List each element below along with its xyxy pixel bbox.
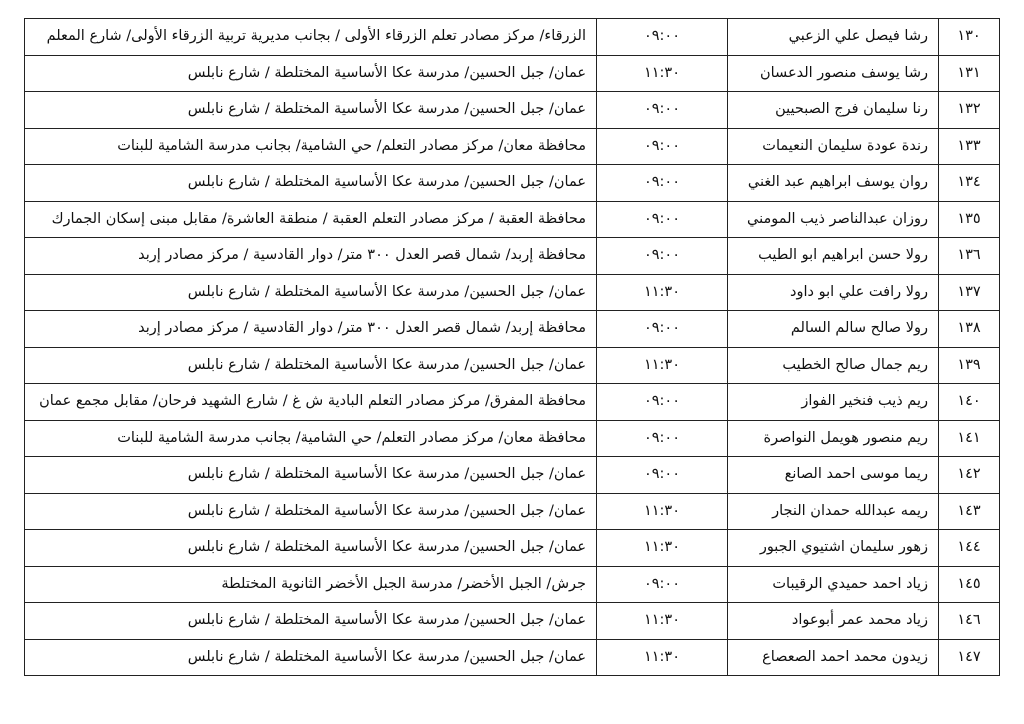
candidate-name: زيدون محمد احمد الصعصاع	[728, 639, 939, 676]
exam-time: ١١:٣٠	[597, 493, 728, 530]
row-number: ١٤٧	[939, 639, 1000, 676]
exam-time: ١١:٣٠	[597, 603, 728, 640]
table-row	[25, 639, 1000, 676]
exam-time: ٠٩:٠٠	[597, 311, 728, 348]
table-row	[25, 603, 1000, 640]
exam-time: ٠٩:٠٠	[597, 420, 728, 457]
exam-location: محافظة معان/ مركز مصادر التعلم/ حي الشامية/ بجانب مدرسة الشامية للبنات	[25, 128, 597, 165]
table-row	[25, 165, 1000, 202]
candidate-name: زياد محمد عمر أبوعواد	[728, 603, 939, 640]
table-row	[25, 128, 1000, 165]
candidate-name: رولا رافت علي ابو داود	[728, 274, 939, 311]
candidate-name: رولا صالح سالم السالم	[728, 311, 939, 348]
exam-location: عمان/ جبل الحسين/ مدرسة عكا الأساسية المختلطة / شارع نابلس	[25, 274, 597, 311]
row-number: ١٣٦	[939, 238, 1000, 275]
exam-time: ٠٩:٠٠	[597, 165, 728, 202]
candidate-name: ريم ذيب فنخير الفواز	[728, 384, 939, 421]
candidate-name: رندة عودة سليمان النعيمات	[728, 128, 939, 165]
exam-time: ١١:٣٠	[597, 639, 728, 676]
exam-time: ٠٩:٠٠	[597, 201, 728, 238]
row-number: ١٤٣	[939, 493, 1000, 530]
table-row	[25, 311, 1000, 348]
table-row	[25, 274, 1000, 311]
exam-location: محافظة إربد/ شمال قصر العدل ٣٠٠ متر/ دوار القادسية / مركز مصادر إربد	[25, 311, 597, 348]
exam-location: عمان/ جبل الحسين/ مدرسة عكا الأساسية المختلطة / شارع نابلس	[25, 639, 597, 676]
candidate-name: رشا يوسف منصور الدعسان	[728, 55, 939, 92]
candidate-name: روان يوسف ابراهيم عبد الغني	[728, 165, 939, 202]
exam-location: محافظة معان/ مركز مصادر التعلم/ حي الشامية/ بجانب مدرسة الشامية للبنات	[25, 420, 597, 457]
candidate-name: ريما موسى احمد الصانع	[728, 457, 939, 494]
exam-location: عمان/ جبل الحسين/ مدرسة عكا الأساسية المختلطة / شارع نابلس	[25, 530, 597, 567]
candidate-name: زياد احمد حميدي الرقيبات	[728, 566, 939, 603]
candidate-name: رشا فيصل علي الزعبي	[728, 19, 939, 56]
row-number: ١٤٦	[939, 603, 1000, 640]
candidate-name: رنا سليمان فرج الصبحيين	[728, 92, 939, 129]
exam-location: عمان/ جبل الحسين/ مدرسة عكا الأساسية المختلطة / شارع نابلس	[25, 165, 597, 202]
exam-time: ٠٩:٠٠	[597, 92, 728, 129]
exam-location: عمان/ جبل الحسين/ مدرسة عكا الأساسية المختلطة / شارع نابلس	[25, 457, 597, 494]
candidate-name: ريم جمال صالح الخطيب	[728, 347, 939, 384]
exam-time: ١١:٣٠	[597, 274, 728, 311]
row-number: ١٤٢	[939, 457, 1000, 494]
row-number: ١٣١	[939, 55, 1000, 92]
row-number: ١٣٩	[939, 347, 1000, 384]
table-row	[25, 238, 1000, 275]
candidate-name: ريم منصور هويمل النواصرة	[728, 420, 939, 457]
exam-time: ٠٩:٠٠	[597, 128, 728, 165]
table-row	[25, 92, 1000, 129]
candidate-name: رولا حسن ابراهيم ابو الطيب	[728, 238, 939, 275]
row-number: ١٣٠	[939, 19, 1000, 56]
exam-time: ٠٩:٠٠	[597, 19, 728, 56]
exam-time: ٠٩:٠٠	[597, 566, 728, 603]
table-row	[25, 384, 1000, 421]
roster-sheet	[24, 18, 1000, 676]
exam-location: عمان/ جبل الحسين/ مدرسة عكا الأساسية المختلطة / شارع نابلس	[25, 603, 597, 640]
table-row	[25, 493, 1000, 530]
exam-schedule-table	[24, 18, 1000, 676]
row-number: ١٣٨	[939, 311, 1000, 348]
table-row	[25, 530, 1000, 567]
exam-location: عمان/ جبل الحسين/ مدرسة عكا الأساسية المختلطة / شارع نابلس	[25, 55, 597, 92]
row-number: ١٣٥	[939, 201, 1000, 238]
candidate-name: زهور سليمان اشتيوي الجبور	[728, 530, 939, 567]
exam-location: عمان/ جبل الحسين/ مدرسة عكا الأساسية المختلطة / شارع نابلس	[25, 493, 597, 530]
table-row	[25, 566, 1000, 603]
exam-time: ٠٩:٠٠	[597, 457, 728, 494]
table-row	[25, 457, 1000, 494]
exam-time: ٠٩:٠٠	[597, 384, 728, 421]
exam-time: ١١:٣٠	[597, 55, 728, 92]
row-number: ١٣٤	[939, 165, 1000, 202]
row-number: ١٤٠	[939, 384, 1000, 421]
table-row	[25, 347, 1000, 384]
row-number: ١٤٤	[939, 530, 1000, 567]
row-number: ١٤١	[939, 420, 1000, 457]
row-number: ١٣٣	[939, 128, 1000, 165]
table-row	[25, 201, 1000, 238]
exam-location: محافظة العقبة / مركز مصادر التعلم العقبة / منطقة العاشرة/ مقابل مبنى إسكان الجمارك	[25, 201, 597, 238]
exam-location: محافظة المفرق/ مركز مصادر التعلم البادية ش غ / شارع الشهيد فرحان/ مقابل مجمع عمان	[25, 384, 597, 421]
exam-location: محافظة إربد/ شمال قصر العدل ٣٠٠ متر/ دوار القادسية / مركز مصادر إربد	[25, 238, 597, 275]
exam-time: ٠٩:٠٠	[597, 238, 728, 275]
exam-location: جرش/ الجبل الأخضر/ مدرسة الجبل الأخضر الثانوية المختلطة	[25, 566, 597, 603]
exam-time: ١١:٣٠	[597, 347, 728, 384]
exam-location: الزرقاء/ مركز مصادر تعلم الزرقاء الأولى / بجانب مديرية تربية الزرقاء الأولى/ شارع المعلم	[25, 19, 597, 56]
exam-location: عمان/ جبل الحسين/ مدرسة عكا الأساسية المختلطة / شارع نابلس	[25, 92, 597, 129]
table-row	[25, 19, 1000, 56]
row-number: ١٤٥	[939, 566, 1000, 603]
candidate-name: ريمه عبدالله حمدان النجار	[728, 493, 939, 530]
row-number: ١٣٧	[939, 274, 1000, 311]
table-row	[25, 55, 1000, 92]
table-row	[25, 420, 1000, 457]
exam-time: ١١:٣٠	[597, 530, 728, 567]
exam-location: عمان/ جبل الحسين/ مدرسة عكا الأساسية المختلطة / شارع نابلس	[25, 347, 597, 384]
candidate-name: روزان عبدالناصر ذيب المومني	[728, 201, 939, 238]
row-number: ١٣٢	[939, 92, 1000, 129]
